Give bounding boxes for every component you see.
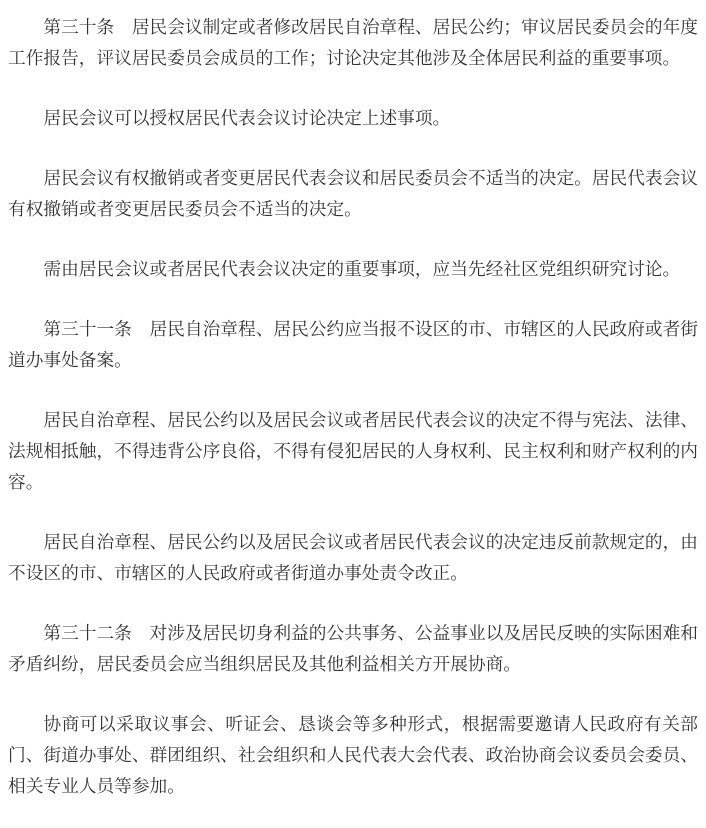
paragraph: 第三十一条 居民自治章程、居民公约应当报不设区的市、市辖区的人民政府或者街道办事处备案。 (8, 319, 698, 370)
paragraph: 居民自治章程、居民公约以及居民会议或者居民代表会议的决定违反前款规定的，由不设区的市、市辖区的人民政府或者街道办事处责令改正。 (8, 532, 698, 583)
paragraph: 第三十条 居民会议制定或者修改居民自治章程、居民公约；审议居民委员会的年度工作报告，评议居民委员会成员的工作；讨论决定其他涉及全体居民利益的重要事项。 (8, 17, 698, 68)
paragraph: 居民会议可以授权居民代表会议讨论决定上述事项。 (43, 108, 451, 128)
paragraph: 居民会议有权撤销或者变更居民代表会议和居民委员会不适当的决定。居民代表会议有权撤销或者变更居民委员会不适当的决定。 (8, 168, 698, 219)
paragraph: 第三十二条 对涉及居民切身利益的公共事务、公益事业以及居民反映的实际困难和矛盾纠纷，居民委员会应当组织居民及其他利益相关方开展协商。 (8, 623, 698, 674)
paragraph: 居民自治章程、居民公约以及居民会议或者居民代表会议的决定不得与宪法、法律、法规相抵触，不得违背公序良俗，不得有侵犯居民的人身权利、民主权利和财产权利的内容。 (8, 410, 698, 492)
paragraph: 协商可以采取议事会、听证会、恳谈会等多种形式，根据需要邀请人民政府有关部门、街道办事处、群团组织、社会组织和人民代表大会代表、政治协商会议委员会委员、相关专业人员等参加。 (8, 714, 698, 796)
paragraph: 需由居民会议或者居民代表会议决定的重要事项，应当先经社区党组织研究讨论。 (43, 259, 681, 279)
